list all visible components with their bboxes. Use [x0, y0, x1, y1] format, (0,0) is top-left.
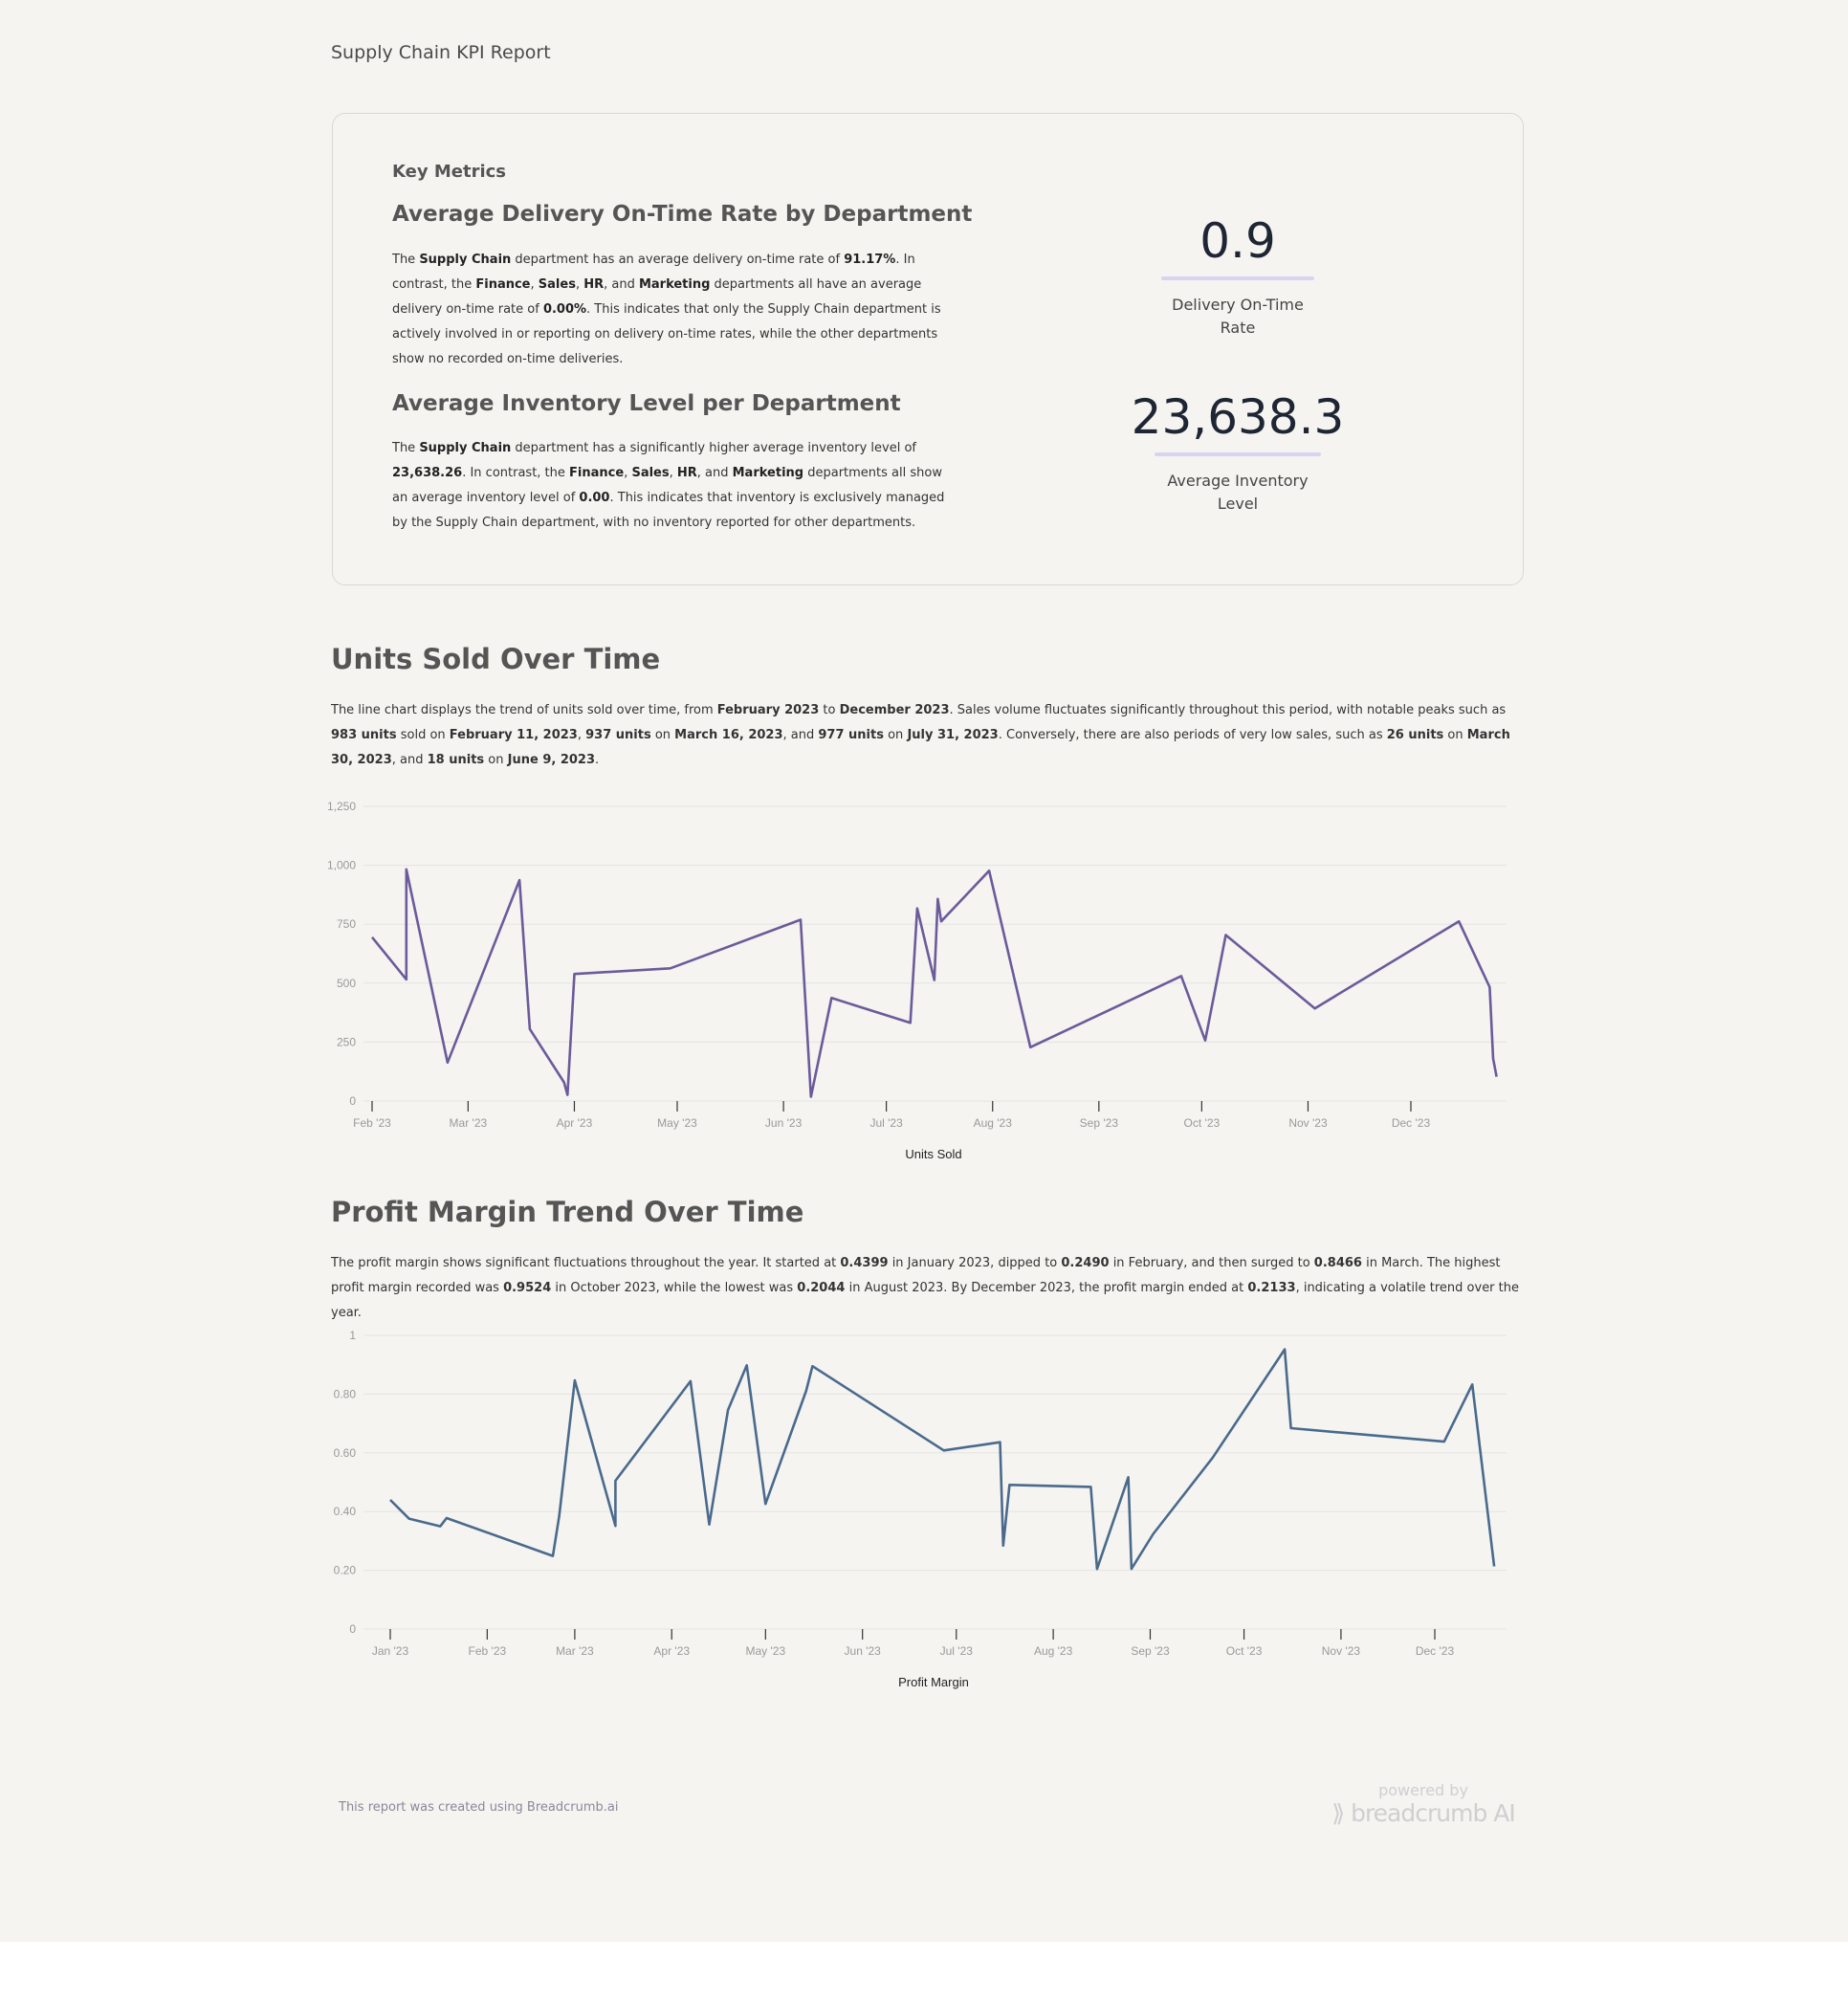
- bold-text: 937 units: [585, 728, 651, 742]
- inventory-section-text: [392, 436, 947, 536]
- text-run: departments all show an average inventory level of: [392, 466, 942, 505]
- report-title: Supply Chain KPI Report: [331, 42, 551, 63]
- profit-margin-chart: [0, 1310, 1848, 1703]
- y-tick-label: 0.80: [333, 1387, 356, 1401]
- text-run: . Conversely, there are also periods of very low sales, such as: [998, 728, 1387, 742]
- text-run: sold on: [396, 728, 450, 742]
- x-tick-label: Sep '23: [1131, 1644, 1170, 1658]
- x-axis-label: Profit Margin: [898, 1675, 969, 1689]
- text-run: in August 2023. By December 2023, the profit margin ended at: [845, 1281, 1248, 1295]
- bold-text: 0.00%: [542, 302, 587, 317]
- y-tick-label: 0: [349, 1622, 356, 1636]
- bold-text: February 11, 2023: [449, 728, 578, 742]
- series-line: [390, 1350, 1494, 1570]
- bold-text: 0.2044: [797, 1281, 846, 1295]
- bold-text: December 2023: [839, 703, 950, 717]
- x-tick-label: Apr '23: [556, 1116, 593, 1130]
- bold-text: 0.9524: [503, 1281, 552, 1295]
- metric-value: 0.9: [1199, 213, 1276, 269]
- text-run: , and: [604, 277, 639, 292]
- metric-value: 23,638.3: [1131, 389, 1345, 445]
- text-run: on: [1443, 728, 1467, 742]
- text-run: ,: [577, 728, 586, 742]
- metric-delivery-rate: [1094, 213, 1381, 340]
- text-run: on: [650, 728, 675, 742]
- x-tick-label: Aug '23: [973, 1116, 1012, 1130]
- x-tick-label: Sep '23: [1079, 1116, 1119, 1130]
- y-tick-label: 0.40: [333, 1505, 356, 1519]
- metric-underline: [1155, 452, 1321, 456]
- breadcrumb-logo-icon: ⟫: [1331, 1799, 1345, 1827]
- x-tick-label: Oct '23: [1225, 1644, 1263, 1658]
- key-metrics-card: [332, 113, 1524, 585]
- powered-by-logo[interactable]: [1328, 1781, 1519, 1827]
- x-tick-label: Feb '23: [468, 1644, 507, 1658]
- text-run: . This indicates that inventory is exclusively managed by the Supply Chain department, with no inventory reported for other departments.: [392, 491, 945, 530]
- x-tick-label: Oct '23: [1183, 1116, 1221, 1130]
- delivery-section-text: [392, 248, 947, 372]
- text-run: on: [484, 753, 508, 767]
- bold-text: March 30, 2023: [331, 728, 1510, 767]
- key-metrics-heading: Key Metrics: [392, 162, 506, 182]
- text-run: department has an average delivery on-time rate of: [511, 253, 845, 267]
- metric-underline: [1161, 276, 1314, 280]
- bold-text: Sales: [631, 466, 670, 480]
- bold-text: March 16, 2023: [674, 728, 783, 742]
- x-tick-label: Dec '23: [1391, 1116, 1431, 1130]
- bold-text: Supply Chain: [419, 253, 512, 267]
- bold-text: Marketing: [638, 277, 711, 292]
- brand-name: breadcrumb AI: [1351, 1799, 1515, 1827]
- bold-text: 977 units: [818, 728, 884, 742]
- profit-section-title: Profit Margin Trend Over Time: [331, 1196, 804, 1228]
- y-tick-label: 250: [336, 1035, 356, 1049]
- bold-text: HR: [583, 277, 605, 292]
- powered-by-text: powered by: [1378, 1781, 1468, 1799]
- bold-text: 0.00: [579, 491, 610, 505]
- y-tick-label: 1: [349, 1329, 356, 1342]
- metric-label: Delivery On-Time Rate: [1172, 296, 1304, 337]
- bold-text: Finance: [475, 277, 531, 292]
- bold-text: 23,638.26: [392, 466, 463, 480]
- text-run: The profit margin shows significant fluctuations throughout the year. It started at: [331, 1256, 841, 1270]
- x-tick-label: Nov '23: [1288, 1116, 1328, 1130]
- y-tick-label: 1,000: [326, 858, 356, 872]
- x-tick-label: Jul '23: [869, 1116, 903, 1130]
- metric-inventory-level: [1094, 389, 1381, 516]
- y-tick-label: 1,250: [326, 800, 356, 813]
- text-run: , and: [782, 728, 819, 742]
- bold-text: February 2023: [716, 703, 820, 717]
- text-run: department has a significantly higher average inventory level of: [511, 441, 916, 455]
- text-run: ,: [669, 466, 677, 480]
- bold-text: HR: [676, 466, 697, 480]
- bold-text: July 31, 2023: [907, 728, 999, 742]
- text-run: ,: [530, 277, 539, 292]
- bold-text: 0.2490: [1061, 1256, 1110, 1270]
- x-tick-label: Feb '23: [353, 1116, 391, 1130]
- text-run: , indicating a volatile trend over the year.: [331, 1281, 1519, 1320]
- bold-text: 91.17%: [844, 253, 896, 267]
- bold-text: 18 units: [427, 753, 485, 767]
- y-tick-label: 0.20: [333, 1563, 356, 1577]
- inventory-section-title: Average Inventory Level per Department: [392, 391, 901, 416]
- text-run: ,: [575, 277, 584, 292]
- units-section-text: [331, 698, 1527, 773]
- text-run: .: [595, 753, 600, 767]
- text-run: in February, and then surged to: [1109, 1256, 1314, 1270]
- y-tick-label: 0.60: [333, 1445, 356, 1460]
- text-run: , and: [696, 466, 733, 480]
- metric-label: Average Inventory Level: [1167, 472, 1309, 513]
- x-tick-label: Jun '23: [764, 1116, 803, 1130]
- bold-text: 0.2133: [1247, 1281, 1296, 1295]
- text-run: . In contrast, the: [462, 466, 570, 480]
- bold-text: Finance: [569, 466, 625, 480]
- units-sold-chart: [0, 784, 1848, 1177]
- delivery-section-title: Average Delivery On-Time Rate by Department: [392, 202, 973, 227]
- x-tick-label: Nov '23: [1321, 1644, 1361, 1658]
- bold-text: 0.8466: [1313, 1256, 1362, 1270]
- x-tick-label: Mar '23: [556, 1644, 594, 1658]
- bold-text: June 9, 2023: [507, 753, 596, 767]
- text-run: The: [392, 253, 420, 267]
- footer-note: This report was created using Breadcrumb.ai: [339, 1800, 619, 1815]
- x-axis-label: Units Sold: [905, 1147, 962, 1161]
- bold-text: 0.4399: [840, 1256, 889, 1270]
- text-run: . This indicates that only the Supply Chain department is actively involved in or reporting on delivery on-time rates, while the other departments show no recorded on-time deliveries.: [392, 302, 941, 366]
- bold-text: 26 units: [1386, 728, 1444, 742]
- x-tick-label: Dec '23: [1415, 1644, 1455, 1658]
- text-run: on: [883, 728, 908, 742]
- text-run: The line chart displays the trend of units sold over time, from: [331, 703, 717, 717]
- text-run: departments all have an average delivery on-time rate of: [392, 277, 922, 317]
- bold-text: Sales: [538, 277, 576, 292]
- x-tick-label: Jul '23: [939, 1644, 973, 1658]
- bold-text: Supply Chain: [419, 441, 512, 455]
- text-run: in March. The highest profit margin recorded was: [331, 1256, 1501, 1295]
- bold-text: Marketing: [732, 466, 804, 480]
- text-run: in January 2023, dipped to: [888, 1256, 1062, 1270]
- brand-logo: [1328, 1799, 1519, 1827]
- x-tick-label: Jan '23: [371, 1644, 409, 1658]
- x-tick-label: May '23: [657, 1116, 697, 1130]
- text-run: to: [819, 703, 840, 717]
- y-tick-label: 500: [336, 976, 356, 990]
- bold-text: 983 units: [331, 728, 397, 742]
- x-tick-label: Aug '23: [1033, 1644, 1073, 1658]
- text-run: , and: [391, 753, 428, 767]
- text-run: . In contrast, the: [392, 253, 915, 292]
- x-tick-label: Mar '23: [449, 1116, 488, 1130]
- y-tick-label: 750: [336, 917, 356, 932]
- units-section-title: Units Sold Over Time: [331, 643, 661, 675]
- text-run: ,: [624, 466, 632, 480]
- x-tick-label: Jun '23: [844, 1644, 881, 1658]
- text-run: in October 2023, while the lowest was: [551, 1281, 798, 1295]
- x-tick-label: Apr '23: [653, 1644, 691, 1658]
- text-run: . Sales volume fluctuates significantly throughout this period, with notable peaks such as: [949, 703, 1507, 717]
- x-tick-label: May '23: [745, 1644, 786, 1658]
- text-run: The: [392, 441, 420, 455]
- y-tick-label: 0: [349, 1094, 356, 1108]
